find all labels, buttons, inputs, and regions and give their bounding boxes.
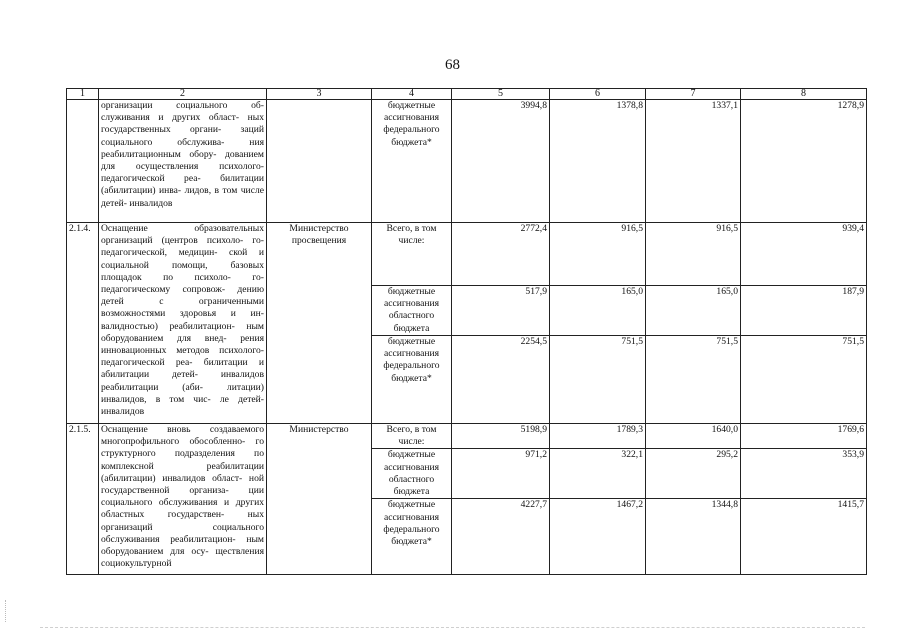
- item-description: Оснащение вновь создаваемого многопрофильного обособленно- го структурного подразделения по комплексной реабилитации (абилитации) инвалидов област- ной государственной организа- ции социального обслуживания и других областных государствен- ных организаций социального обслуживания реабилитацион- ным оборудованием для осу- ществления социокультурной: [99, 424, 267, 575]
- value-year-2: 165,0: [646, 286, 741, 336]
- value-year-3: 187,9: [741, 286, 867, 336]
- item-number: 2.1.5.: [67, 424, 99, 575]
- value-total: 5198,9: [452, 424, 550, 449]
- executor: [267, 100, 372, 223]
- column-header: 3: [267, 89, 372, 100]
- value-year-2: 295,2: [646, 449, 741, 499]
- item-description: организации социального об- служивания и других област- ных государственных органи- заций социального обслужива- ния реабилитационным обору- дованием для осуществления психолого-педагогической реа- билитации (абилитации) инва- лидов, в том числе детей- инвалидов: [99, 100, 267, 223]
- value-year-2: 1640,0: [646, 424, 741, 449]
- value-total: 517,9: [452, 286, 550, 336]
- column-header: 5: [452, 89, 550, 100]
- column-header: 8: [741, 89, 867, 100]
- scan-artifact: [5, 600, 7, 622]
- executor: Министерство просвещения: [267, 223, 372, 424]
- column-header: 2: [99, 89, 267, 100]
- value-year-2: 1344,8: [646, 499, 741, 575]
- value-year-3: 353,9: [741, 449, 867, 499]
- value-year-2: 1337,1: [646, 100, 741, 223]
- value-total: 4227,7: [452, 499, 550, 575]
- value-year-1: 916,5: [550, 223, 646, 286]
- page-number: 68: [445, 57, 460, 73]
- funding-source: бюджетные ассигнования федерального бюджета*: [372, 100, 452, 223]
- value-total: 3994,8: [452, 100, 550, 223]
- column-header: 1: [67, 89, 99, 100]
- scan-artifact: [40, 627, 865, 629]
- table-row: [67, 100, 867, 223]
- value-year-1: 1467,2: [550, 499, 646, 575]
- value-year-1: 1789,3: [550, 424, 646, 449]
- value-year-1: 1378,8: [550, 100, 646, 223]
- table-row: [67, 424, 867, 449]
- table-row: [67, 223, 867, 286]
- item-number: 2.1.4.: [67, 223, 99, 424]
- value-total: 2772,4: [452, 223, 550, 286]
- value-year-1: 322,1: [550, 449, 646, 499]
- value-total: 971,2: [452, 449, 550, 499]
- funding-source: бюджетные ассигнования областного бюджета: [372, 286, 452, 336]
- funding-source: Всего, в том числе:: [372, 424, 452, 449]
- funding-source: бюджетные ассигнования федерального бюджета*: [372, 499, 452, 575]
- value-year-1: 165,0: [550, 286, 646, 336]
- item-description: Оснащение образовательных организаций (центров психоло- го-педагогической, медицин- ской и социальной помощи, базовых площадок по психоло- го-педагогическому сопровож- дению детей с ограниченными возможностями здоровья и ин- валидностью) реабилитацион- ным оборудованием для внед- рения инновационных методов психолого-педагогической реа- билитации и абилитации детей- инвалидов реабилитации (аби- литации) инвалидов, в том чис- ле детей-инвалидов: [99, 223, 267, 424]
- funding-source: Всего, в том числе:: [372, 223, 452, 286]
- value-year-3: 751,5: [741, 336, 867, 424]
- program-table: [66, 88, 867, 575]
- column-header: 7: [646, 89, 741, 100]
- executor: Министерство: [267, 424, 372, 575]
- column-number-row: [67, 89, 867, 100]
- column-header: 4: [372, 89, 452, 100]
- value-year-3: 1278,9: [741, 100, 867, 223]
- funding-source: бюджетные ассигнования федерального бюджета*: [372, 336, 452, 424]
- value-year-2: 751,5: [646, 336, 741, 424]
- column-header: 6: [550, 89, 646, 100]
- value-year-2: 916,5: [646, 223, 741, 286]
- value-year-3: 939,4: [741, 223, 867, 286]
- funding-source: бюджетные ассигнования областного бюджета: [372, 449, 452, 499]
- value-year-3: 1415,7: [741, 499, 867, 575]
- value-year-1: 751,5: [550, 336, 646, 424]
- value-year-3: 1769,6: [741, 424, 867, 449]
- value-total: 2254,5: [452, 336, 550, 424]
- item-number: [67, 100, 99, 223]
